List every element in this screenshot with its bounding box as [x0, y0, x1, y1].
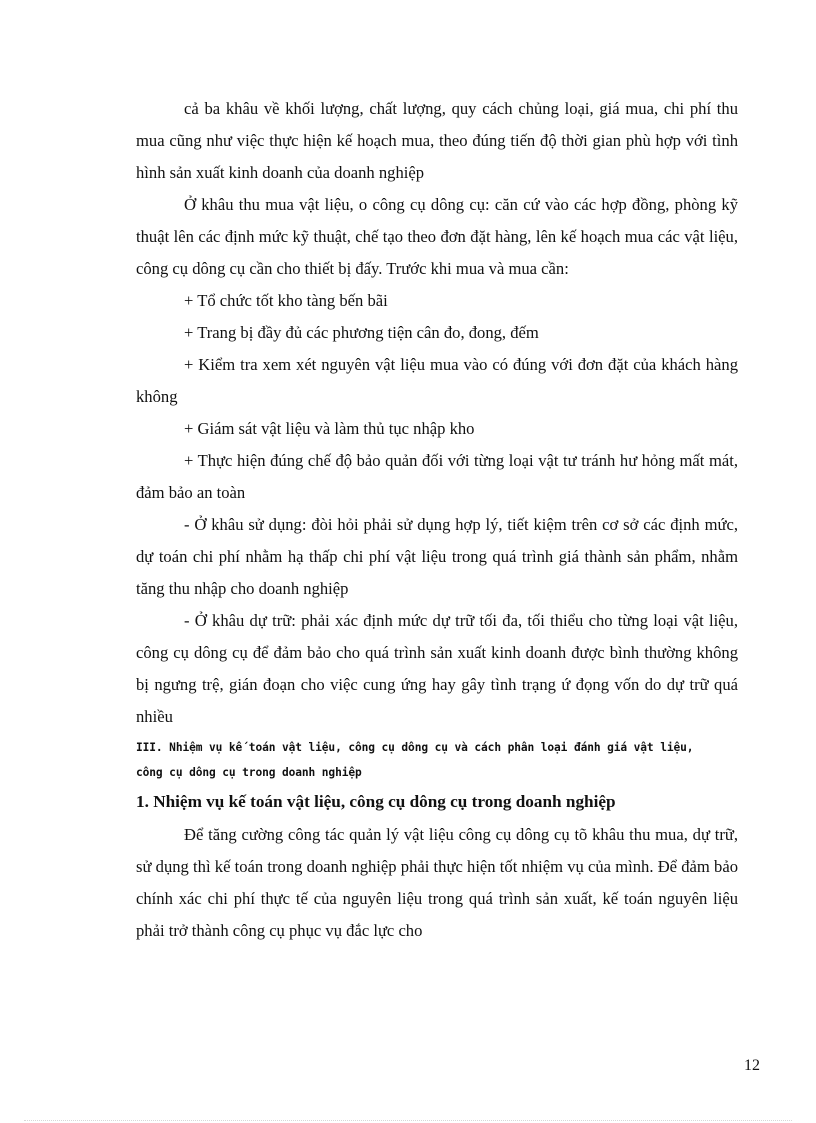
list-item-equipment: + Trang bị đầy đủ các phương tiện cân đo, đong, đếm — [184, 323, 539, 342]
paragraph-reserve: - Ở khâu dự trữ: phải xác định mức dự trữ tối đa, tối thiểu cho từng loại vật liệu, công cụ dông cụ để đảm bảo cho quá trình sản xuất kinh doanh được bình thường không bị ngưng trệ, gián đoạn cho việc cung ứng hay gây tình trạng ứ đọng vốn do dự trữ quá nhiều — [136, 611, 738, 726]
list-item-warehouse: + Tổ chức tốt kho tàng bến bãi — [184, 291, 388, 310]
paragraph-usage: - Ở khâu sử dụng: đòi hỏi phải sử dụng hợp lý, tiết kiệm trên cơ sở các định mức, dự toán chi phí nhằm hạ thấp chi phí vật liệu trong quá trình giá thành sản phẩm, nhằm tăng thu nhập cho doanh nghiệp — [136, 515, 738, 598]
list-item-inspection: + Kiểm tra xem xét nguyên vật liệu mua vào có đúng với đơn đặt của khách hàng không — [136, 355, 738, 406]
paragraph-closing: Để tăng cường công tác quản lý vật liệu công cụ dông cụ tõ khâu thu mua, dự trữ, sử dụng thì kế toán trong doanh nghiệp phải thực hiện tốt nhiệm vụ của mình. Để đảm bảo chính xác chi phí thực tế của nguyên liệu trong quá trình sản xuất, kế toán nguyên liệu phải trở thành công cụ phục vụ đắc lực cho — [136, 825, 738, 940]
list-item-preservation: + Thực hiện đúng chế độ bảo quản đối với từng loại vật tư tránh hư hỏng mất mát, đảm bảo an toàn — [136, 451, 738, 502]
paragraph-purchasing: Ở khâu thu mua vật liệu, o công cụ dông cụ: căn cứ vào các hợp đồng, phòng kỹ thuật lên các định mức kỹ thuật, chế tạo theo đơn đặt hàng, lên kế hoạch mua các vật liệu, công cụ dông cụ cần cho thiết bị đấy. Trước khi mua và mua cần: — [136, 195, 738, 278]
paragraph-continuation: cả ba khâu về khối lượng, chất lượng, quy cách chủng loại, giá mua, chi phí thu mua cũng như việc thực hiện kế hoạch mua, theo đúng tiến độ thời gian phù hợp với tình hình sản xuất kinh doanh của doanh nghiệp — [136, 99, 738, 182]
page-number: 12 — [744, 1057, 760, 1074]
page-bottom-rule — [24, 1120, 792, 1121]
section-title-line-2: công cụ dông cụ trong doanh nghiệp — [136, 766, 362, 779]
document-body — [136, 93, 738, 947]
subsection-heading: 1. Nhiệm vụ kế toán vật liệu, công cụ dông cụ trong doanh nghiệp — [136, 792, 616, 811]
list-item-supervision: + Giám sát vật liệu và làm thủ tục nhập kho — [184, 419, 475, 438]
section-title-line-1: III. Nhiệm vụ kế toán vật liệu, công cụ dông cụ và cách phân loại đánh giá vật liệu, — [136, 741, 694, 754]
